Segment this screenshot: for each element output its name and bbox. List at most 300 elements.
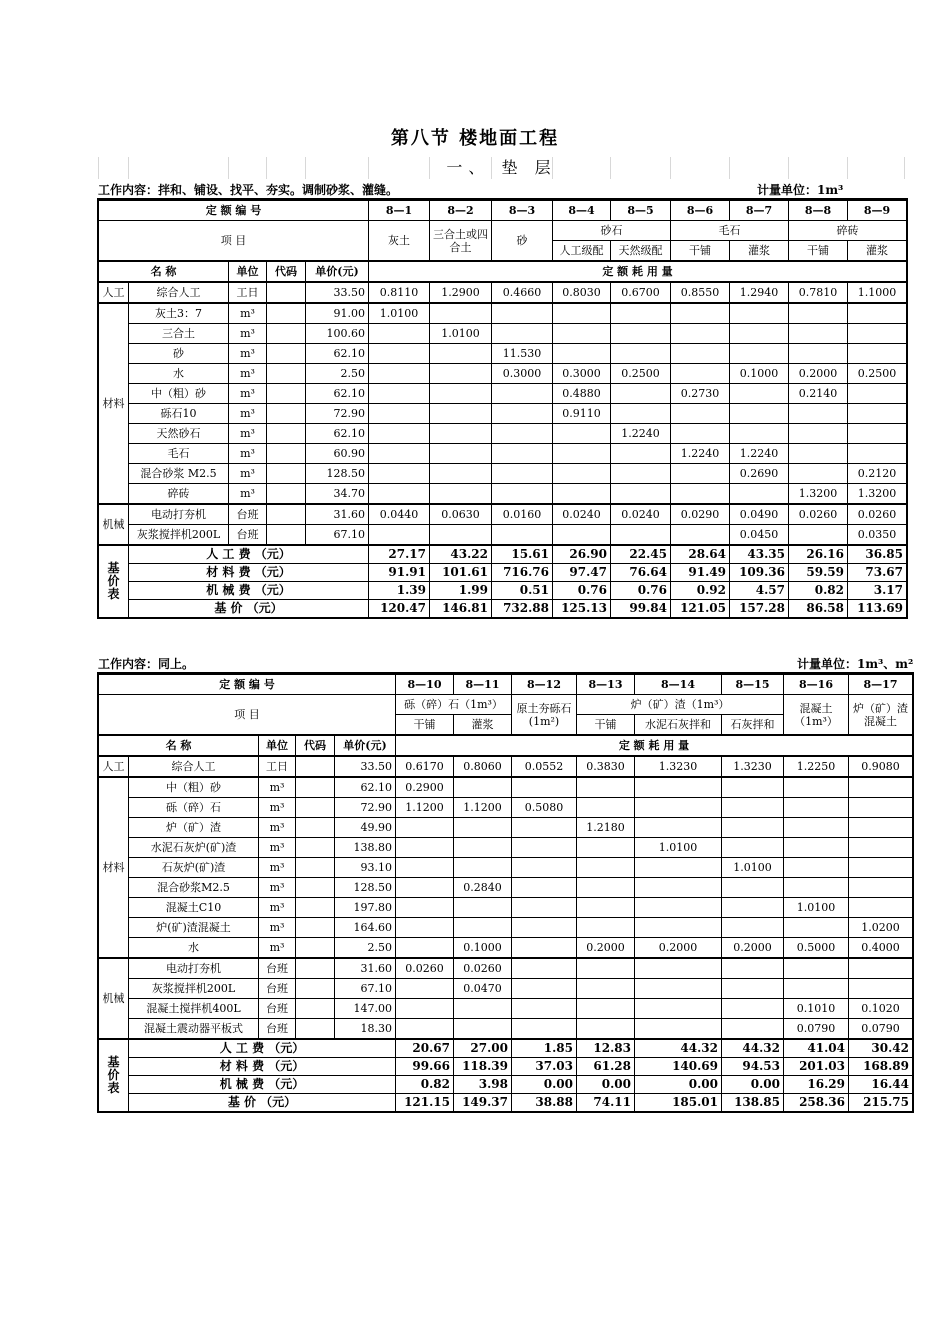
value-cell — [848, 404, 907, 424]
value-cell — [784, 838, 849, 858]
row-unit: 台班 — [259, 1019, 296, 1040]
row-name: 砾石10 — [129, 404, 229, 424]
value-cell — [492, 324, 553, 344]
value-cell — [789, 344, 848, 364]
value-cell: 1.1200 — [396, 798, 454, 818]
value-cell — [849, 777, 913, 798]
row-name: 三合土 — [129, 324, 229, 344]
value-cell: 0.8110 — [369, 282, 430, 303]
sum-cell: 149.37 — [454, 1094, 512, 1112]
value-cell — [454, 818, 512, 838]
sum-cell: 27.17 — [369, 545, 430, 564]
sum-cell: 37.03 — [512, 1058, 577, 1076]
value-cell — [730, 404, 789, 424]
subitem-header: 干铺 — [396, 715, 454, 736]
value-cell: 11.530 — [492, 344, 553, 364]
sum-cell: 36.85 — [848, 545, 907, 564]
row-name: 混凝土C10 — [129, 898, 259, 918]
table-row — [99, 756, 913, 777]
value-cell — [553, 324, 611, 344]
sum-label: 基 价 （元） — [129, 1094, 396, 1112]
value-cell: 0.0490 — [730, 504, 789, 525]
value-cell — [396, 858, 454, 878]
value-cell — [848, 444, 907, 464]
row-code — [267, 464, 306, 484]
row-price: 60.90 — [306, 444, 369, 464]
work-content-1: 工作内容：拌和、铺设、找平、夯实。调制砂浆、灌缝。 — [98, 183, 399, 197]
sum-cell: 0.00 — [577, 1076, 635, 1094]
value-cell: 0.8550 — [671, 282, 730, 303]
value-cell — [848, 324, 907, 344]
value-cell — [577, 1019, 635, 1040]
value-cell: 0.2730 — [671, 384, 730, 404]
code-cell: 8—9 — [848, 200, 907, 221]
category-machine: 机械 — [99, 504, 129, 545]
table-row — [99, 999, 913, 1019]
table-row — [99, 1019, 913, 1040]
row-code — [267, 404, 306, 424]
value-cell — [454, 999, 512, 1019]
row-unit: m³ — [229, 384, 267, 404]
code-cell: 8—10 — [396, 674, 454, 695]
row-unit: m³ — [259, 878, 296, 898]
code-cell: 8—16 — [784, 674, 849, 695]
code-cell: 8—8 — [789, 200, 848, 221]
row-code — [296, 756, 335, 777]
value-cell — [553, 444, 611, 464]
sum-label: 人 工 费 （元） — [129, 1039, 396, 1058]
row-price: 18.30 — [335, 1019, 396, 1040]
value-cell — [849, 858, 913, 878]
row-price: 31.60 — [306, 504, 369, 525]
subitem-header: 水泥石灰拌和 — [635, 715, 722, 736]
row-code — [296, 777, 335, 798]
sum-cell: 1.85 — [512, 1039, 577, 1058]
value-cell: 0.5080 — [512, 798, 577, 818]
row-code — [296, 979, 335, 999]
value-cell — [784, 918, 849, 938]
value-cell — [784, 777, 849, 798]
value-cell — [369, 384, 430, 404]
value-cell — [577, 979, 635, 999]
row-unit: m³ — [229, 424, 267, 444]
sum-cell: 109.36 — [730, 564, 789, 582]
row-name: 砾（碎）石 — [129, 798, 259, 818]
item-label: 项 目 — [99, 695, 396, 736]
sum-cell: 26.90 — [553, 545, 611, 564]
subitem-header: 干铺 — [789, 241, 848, 262]
value-cell: 1.3230 — [635, 756, 722, 777]
row-code — [267, 424, 306, 444]
value-cell: 0.0260 — [396, 958, 454, 979]
row-name: 混合砂浆M2.5 — [129, 878, 259, 898]
sum-cell: 43.22 — [430, 545, 492, 564]
value-cell — [635, 798, 722, 818]
row-name: 水 — [129, 938, 259, 959]
item-row — [99, 695, 913, 715]
value-cell — [369, 424, 430, 444]
category-labor: 人工 — [99, 282, 129, 303]
category-material: 材料 — [99, 303, 129, 504]
subitem-header: 灌浆 — [454, 715, 512, 736]
value-cell: 0.3000 — [492, 364, 553, 384]
value-cell — [730, 324, 789, 344]
row-code — [267, 484, 306, 505]
value-cell — [784, 818, 849, 838]
value-cell — [789, 424, 848, 444]
sum-label: 机 械 费 （元） — [129, 1076, 396, 1094]
table-row — [99, 838, 913, 858]
value-cell: 1.2180 — [577, 818, 635, 838]
value-cell — [369, 404, 430, 424]
value-cell — [577, 898, 635, 918]
category-labor: 人工 — [99, 756, 129, 777]
value-cell — [722, 918, 784, 938]
work-content-2: 工作内容：同上。 — [98, 657, 195, 671]
value-cell — [722, 798, 784, 818]
row-name: 电动打夯机 — [129, 958, 259, 979]
value-cell — [671, 404, 730, 424]
value-cell — [430, 424, 492, 444]
item-label: 项 目 — [99, 221, 369, 262]
row-code — [296, 798, 335, 818]
code-cell: 8—1 — [369, 200, 430, 221]
value-cell — [849, 958, 913, 979]
value-cell: 1.2240 — [611, 424, 671, 444]
table-row — [99, 424, 907, 444]
value-cell: 0.2000 — [722, 938, 784, 959]
section-title-row — [98, 157, 905, 179]
value-cell — [722, 1019, 784, 1040]
value-cell — [577, 958, 635, 979]
value-cell — [396, 838, 454, 858]
value-cell: 0.2120 — [848, 464, 907, 484]
row-name: 混凝土震动器平板式 — [129, 1019, 259, 1040]
table-row — [99, 979, 913, 999]
row-name: 中（粗）砂 — [129, 384, 229, 404]
value-cell — [784, 878, 849, 898]
row-name: 混凝土搅拌机400L — [129, 999, 259, 1019]
row-unit: m³ — [229, 444, 267, 464]
value-cell — [553, 484, 611, 505]
sum-row — [99, 1076, 913, 1094]
table-row — [99, 344, 907, 364]
sum-cell: 91.49 — [671, 564, 730, 582]
value-cell — [454, 898, 512, 918]
sum-row — [99, 1039, 913, 1058]
code-cell: 8—4 — [553, 200, 611, 221]
value-cell: 0.9080 — [849, 756, 913, 777]
value-cell — [492, 424, 553, 444]
value-cell — [722, 979, 784, 999]
row-code — [267, 324, 306, 344]
value-cell — [671, 303, 730, 324]
value-cell: 1.0100 — [369, 303, 430, 324]
sum-cell: 16.44 — [849, 1076, 913, 1094]
value-cell — [577, 918, 635, 938]
value-cell — [396, 918, 454, 938]
row-code — [267, 525, 306, 546]
row-code — [267, 444, 306, 464]
row-price: 72.90 — [306, 404, 369, 424]
row-price: 33.50 — [335, 756, 396, 777]
value-cell — [635, 918, 722, 938]
value-cell — [849, 798, 913, 818]
table-row — [99, 364, 907, 384]
value-cell — [430, 444, 492, 464]
item-header: 毛石 — [671, 221, 789, 241]
value-cell: 1.2940 — [730, 282, 789, 303]
value-cell — [789, 444, 848, 464]
value-cell: 0.0350 — [848, 525, 907, 546]
row-name: 混合砂浆 M2.5 — [129, 464, 229, 484]
value-cell: 1.2250 — [784, 756, 849, 777]
value-cell — [396, 898, 454, 918]
sum-label: 机 械 费 （元） — [129, 582, 369, 600]
value-cell — [512, 858, 577, 878]
value-cell — [722, 898, 784, 918]
value-cell — [512, 898, 577, 918]
value-cell — [553, 525, 611, 546]
row-name: 石灰炉(矿)渣 — [129, 858, 259, 878]
column-header-row — [99, 261, 907, 282]
row-unit: m³ — [229, 404, 267, 424]
value-cell: 0.2500 — [611, 364, 671, 384]
row-price: 33.50 — [306, 282, 369, 303]
row-price: 91.00 — [306, 303, 369, 324]
sum-cell: 146.81 — [430, 600, 492, 618]
sum-row — [99, 1058, 913, 1076]
sum-cell: 113.69 — [848, 600, 907, 618]
value-cell — [512, 838, 577, 858]
value-cell — [553, 424, 611, 444]
value-cell: 0.2840 — [454, 878, 512, 898]
row-name: 灰浆搅拌机200L — [129, 979, 259, 999]
name-header: 名 称 — [99, 735, 259, 756]
sum-cell: 76.64 — [611, 564, 671, 582]
value-cell — [512, 777, 577, 798]
code-header: 代码 — [296, 735, 335, 756]
value-cell: 0.1000 — [730, 364, 789, 384]
item-header: 炉（矿）渣混凝土 — [849, 695, 913, 736]
row-name: 炉（矿）渣 — [129, 818, 259, 838]
value-cell — [671, 525, 730, 546]
value-cell: 0.0470 — [454, 979, 512, 999]
value-cell — [430, 484, 492, 505]
value-cell — [671, 324, 730, 344]
value-cell: 0.6170 — [396, 756, 454, 777]
item-header: 混凝土（1m³） — [784, 695, 849, 736]
value-cell — [730, 344, 789, 364]
value-cell — [369, 344, 430, 364]
value-cell: 0.9110 — [553, 404, 611, 424]
value-cell — [396, 979, 454, 999]
subitem-header: 石灰拌和 — [722, 715, 784, 736]
value-cell — [512, 979, 577, 999]
code-cell: 8—11 — [454, 674, 512, 695]
value-cell — [430, 404, 492, 424]
item-header: 灰土 — [369, 221, 430, 262]
value-cell: 0.0290 — [671, 504, 730, 525]
value-cell — [430, 303, 492, 324]
sum-cell: 44.32 — [635, 1039, 722, 1058]
sum-cell: 120.47 — [369, 600, 430, 618]
code-cell: 8—7 — [730, 200, 789, 221]
row-name: 中（粗）砂 — [129, 777, 259, 798]
sum-cell: 97.47 — [553, 564, 611, 582]
row-code — [296, 999, 335, 1019]
value-cell: 1.3200 — [848, 484, 907, 505]
value-cell — [789, 303, 848, 324]
item-header: 碎砖 — [789, 221, 907, 241]
value-cell: 0.2000 — [635, 938, 722, 959]
row-unit: m³ — [229, 303, 267, 324]
value-cell — [848, 344, 907, 364]
category-material: 材料 — [99, 777, 129, 958]
value-cell — [671, 464, 730, 484]
value-cell — [635, 898, 722, 918]
value-cell — [722, 958, 784, 979]
sum-label: 材 料 费 （元） — [129, 1058, 396, 1076]
value-cell — [553, 303, 611, 324]
value-cell — [512, 999, 577, 1019]
sum-cell: 121.15 — [396, 1094, 454, 1112]
value-cell: 0.6700 — [611, 282, 671, 303]
row-price: 72.90 — [335, 798, 396, 818]
row-price: 67.10 — [335, 979, 396, 999]
table-row — [99, 958, 913, 979]
row-unit: m³ — [259, 777, 296, 798]
row-price: 67.10 — [306, 525, 369, 546]
value-cell — [611, 303, 671, 324]
table-row — [99, 858, 913, 878]
value-cell: 1.2240 — [730, 444, 789, 464]
sum-cell: 20.67 — [396, 1039, 454, 1058]
row-name: 综合人工 — [129, 756, 259, 777]
value-cell — [784, 979, 849, 999]
value-cell — [369, 364, 430, 384]
value-cell — [671, 364, 730, 384]
row-name: 灰浆搅拌机200L — [129, 525, 229, 546]
value-cell — [789, 464, 848, 484]
row-price: 2.50 — [335, 938, 396, 959]
value-cell — [512, 918, 577, 938]
value-cell — [512, 938, 577, 959]
row-price: 34.70 — [306, 484, 369, 505]
code-cell: 8—3 — [492, 200, 553, 221]
value-cell — [369, 484, 430, 505]
sum-label: 材 料 费 （元） — [129, 564, 369, 582]
value-cell: 0.3000 — [553, 364, 611, 384]
sum-cell: 59.59 — [789, 564, 848, 582]
row-name: 毛石 — [129, 444, 229, 464]
value-cell: 0.0450 — [730, 525, 789, 546]
value-cell — [722, 878, 784, 898]
sum-cell: 0.92 — [671, 582, 730, 600]
value-cell: 0.0552 — [512, 756, 577, 777]
section-title: 一、 垫 层 — [446, 158, 557, 177]
value-cell — [369, 464, 430, 484]
value-cell: 0.3830 — [577, 756, 635, 777]
sum-cell: 0.00 — [635, 1076, 722, 1094]
value-cell — [849, 838, 913, 858]
row-code — [296, 818, 335, 838]
sum-cell: 91.91 — [369, 564, 430, 582]
value-cell: 0.4880 — [553, 384, 611, 404]
row-price: 93.10 — [335, 858, 396, 878]
column-header-row — [99, 735, 913, 756]
value-cell — [430, 364, 492, 384]
value-cell — [396, 878, 454, 898]
value-cell — [789, 525, 848, 546]
row-code — [296, 838, 335, 858]
value-cell — [789, 404, 848, 424]
sum-cell: 157.28 — [730, 600, 789, 618]
row-code — [267, 504, 306, 525]
value-cell: 1.0100 — [635, 838, 722, 858]
value-cell: 1.0200 — [849, 918, 913, 938]
table-row — [99, 798, 913, 818]
value-cell — [492, 444, 553, 464]
value-cell — [577, 838, 635, 858]
row-unit: 台班 — [229, 525, 267, 546]
value-cell — [430, 384, 492, 404]
row-name: 综合人工 — [129, 282, 229, 303]
row-price: 49.90 — [335, 818, 396, 838]
row-code — [267, 344, 306, 364]
subitem-header: 干铺 — [671, 241, 730, 262]
value-cell — [430, 344, 492, 364]
usage-header: 定 额 耗 用 量 — [369, 261, 907, 282]
sum-label: 基 价 （元） — [129, 600, 369, 618]
measure-unit-2: 计量单位：1m³、m² — [797, 657, 914, 671]
value-cell — [722, 838, 784, 858]
value-cell — [611, 404, 671, 424]
sum-cell: 140.69 — [635, 1058, 722, 1076]
row-code — [267, 303, 306, 324]
value-cell — [553, 464, 611, 484]
row-code — [296, 1019, 335, 1040]
item-header: 砂 — [492, 221, 553, 262]
value-cell — [454, 1019, 512, 1040]
sum-cell: 22.45 — [611, 545, 671, 564]
value-cell — [848, 384, 907, 404]
value-cell: 0.1020 — [849, 999, 913, 1019]
value-cell — [454, 777, 512, 798]
row-price: 100.60 — [306, 324, 369, 344]
value-cell — [784, 858, 849, 878]
row-name: 炉(矿)渣混凝土 — [129, 918, 259, 938]
subitem-header: 干铺 — [577, 715, 635, 736]
value-cell — [611, 464, 671, 484]
table-row — [99, 818, 913, 838]
value-cell — [849, 898, 913, 918]
row-unit: 台班 — [229, 504, 267, 525]
table-row — [99, 898, 913, 918]
value-cell: 1.2240 — [671, 444, 730, 464]
table-row — [99, 404, 907, 424]
sum-label: 人 工 费 （元） — [129, 545, 369, 564]
value-cell — [611, 525, 671, 546]
unit-header: 单位 — [229, 261, 267, 282]
table-row — [99, 464, 907, 484]
item-header: 砂石 — [553, 221, 671, 241]
item-row — [99, 221, 907, 241]
row-price: 31.60 — [335, 958, 396, 979]
value-cell: 0.4660 — [492, 282, 553, 303]
sum-cell: 125.13 — [553, 600, 611, 618]
value-cell: 0.2690 — [730, 464, 789, 484]
